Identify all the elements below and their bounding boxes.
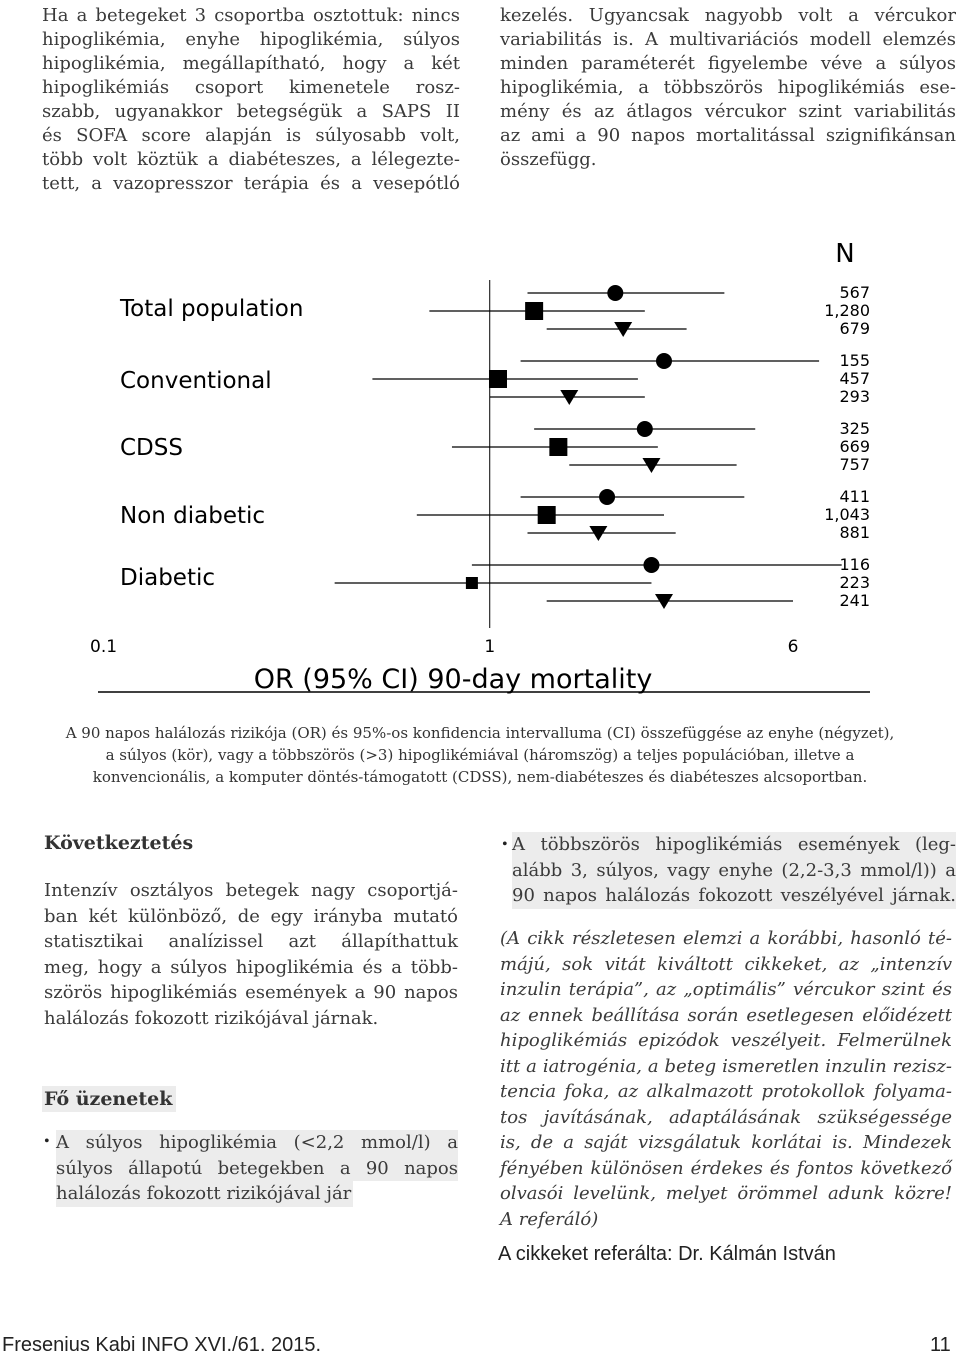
text-line: inzulin terápia”, az „optimális” vércukor szint és <box>500 979 952 1000</box>
text-line: A referáló) <box>500 1208 599 1230</box>
severe-marker <box>656 353 672 369</box>
figure-caption <box>30 722 930 788</box>
text-line: az ami a 90 napos mortalitással szignifikánsan <box>500 125 956 146</box>
x-tick-label: 1 <box>484 637 496 657</box>
editor-note <box>500 926 952 1232</box>
n-value: 567 <box>839 283 870 302</box>
text-line: meg, hogy a súlyos hipoglikémia és a több- <box>44 956 458 978</box>
mild-marker <box>489 370 507 388</box>
caption-line: a súlyos (kör), vagy a többszörös (>3) hipoglikémiával (háromszög) a teljes populációban, illetve a <box>105 746 855 764</box>
group-label: Non diabetic <box>120 503 266 529</box>
mild-marker <box>538 506 556 524</box>
text-line: statisztikai analízissel azt állapíthattuk <box>44 931 458 952</box>
n-value: 293 <box>839 387 870 406</box>
group-labels <box>119 296 303 591</box>
n-value: 1,280 <box>824 301 870 320</box>
mild-marker <box>466 577 478 589</box>
severe-marker <box>643 557 659 573</box>
text-line: súlyos állapotú betegekben a 90 napos <box>56 1156 458 1182</box>
x-axis <box>90 280 870 695</box>
text-line: ban két különböző, de egy irányba mutató <box>44 905 458 927</box>
text-line: Ha a betegeket 3 csoportba osztottuk: nincs <box>42 5 460 26</box>
mild-marker <box>549 438 567 456</box>
severe-marker <box>607 285 623 301</box>
n-value: 411 <box>839 487 870 506</box>
text-line: alább 3, súlyos, vagy enyhe (2,2-3,3 mmol/l)) a <box>512 858 956 884</box>
n-value: 155 <box>839 351 870 370</box>
text-line: tos javításának, adaptálásának szükségessége <box>500 1106 952 1128</box>
text-line: hipoglikémiás csoport kimenetele rosz- <box>42 77 460 98</box>
severe-marker <box>599 489 615 505</box>
text-line: tencia foka, az alkalmazott protokollok folyama- <box>500 1081 952 1102</box>
text-line: halálozás fokozott rizikójával járnak. <box>44 1007 379 1029</box>
text-line: hipoglikémia, megállapítható, hogy a két <box>42 53 460 74</box>
n-value: 669 <box>839 437 870 456</box>
text-line: halálozás fokozott rizikójával jár <box>56 1181 353 1207</box>
text-line: (A cikk részletesen elemzi a korábbi, hasonló té- <box>500 928 952 949</box>
n-value: 223 <box>839 573 870 592</box>
text-line: hipoglikémia, enyhe hipoglikémia, súlyos <box>42 29 460 50</box>
text-line: kezelés. Ugyancsak nagyobb volt a vércukor <box>500 5 956 26</box>
conclusion-paragraph <box>44 878 458 1031</box>
text-line: A súlyos hipoglikémia (<2,2 mmol/l) a <box>56 1130 458 1156</box>
n-value: 1,043 <box>824 505 870 524</box>
group-label: Conventional <box>120 368 272 394</box>
n-value: 241 <box>839 591 870 610</box>
text-line: és SOFA score alapján is súlyosabb volt, <box>42 125 460 146</box>
x-tick-label: 0.1 <box>90 637 118 657</box>
text-line: 90 napos halálozás fokozott veszélyével járnak. <box>512 883 956 909</box>
conclusion-heading: Következtetés <box>44 832 194 854</box>
x-tick-label: 6 <box>787 637 799 657</box>
group-label: Total population <box>120 296 304 322</box>
text-line: fényében különösen érdekes és fontos következő <box>500 1157 952 1179</box>
key-message-2 <box>512 832 956 909</box>
plot-marks <box>335 285 842 609</box>
text-line: több volt köztük a diabéteszes, a lélegezte- <box>42 149 460 170</box>
caption-line: konvencionális, a komputer döntés-támogatott (CDSS), nem-diabéteszes és diabéteszes alcsoportban. <box>92 768 868 786</box>
intro-right-paragraph <box>500 4 956 172</box>
n-value: 116 <box>839 555 870 574</box>
group-label: Diabetic <box>120 565 215 591</box>
text-line: összefügg. <box>500 149 597 170</box>
bullet-icon: • <box>44 1133 50 1150</box>
text-line: hipoglikémiás epizódok veszélyeit. Felmerülnek <box>500 1030 952 1051</box>
text-line: hipoglikémia, a többszörös hipoglikémiás ese- <box>500 77 956 98</box>
mild-marker <box>525 302 543 320</box>
severe-marker <box>637 421 653 437</box>
text-line: mény és az átlagos vércukor szint variabilitás <box>500 101 956 122</box>
n-value: 325 <box>839 419 870 438</box>
n-value: 757 <box>839 455 870 474</box>
text-line: olvasói levelünk, melyet örömmel adunk közre! <box>500 1183 952 1204</box>
x-axis-label: OR (95% CI) 90-day mortality <box>253 664 653 695</box>
n-header: N <box>835 239 855 269</box>
text-line: májú, sok vitát kiváltott cikkeket, az „intenzív <box>500 953 952 975</box>
text-line: az ennek beállítása során esetlegesen előidézett <box>500 1004 952 1026</box>
group-label: CDSS <box>120 435 183 461</box>
key-messages-heading: Fő üzenetek <box>42 1086 176 1112</box>
text-line: tett, a vazopresszor terápia és a vesepótló <box>42 173 460 194</box>
key-message-1 <box>56 1130 458 1207</box>
forest-plot-figure <box>0 225 960 700</box>
n-value: 457 <box>839 369 870 388</box>
text-line: szabb, ugyanakkor betegségük a SAPS II <box>42 101 460 122</box>
text-line: variabilitás is. A multivariációs modell elemzés <box>500 29 956 50</box>
referee-credit: A cikkeket referálta: Dr. Kálmán István <box>498 1243 836 1265</box>
footer-publication: Fresenius Kabi INFO XVI./61. 2015. <box>2 1334 322 1356</box>
n-value: 679 <box>839 319 870 338</box>
text-line: Intenzív osztályos betegek nagy csoportjá- <box>44 880 458 901</box>
intro-left-paragraph <box>42 4 460 196</box>
n-column <box>824 239 870 610</box>
page-number: 11 <box>930 1334 951 1356</box>
text-line: is, de a saját vizsgálatuk korlátai is. Mindezek <box>500 1132 952 1153</box>
text-line: minden paraméterét figyelembe véve a súlyos <box>500 53 956 74</box>
text-line: itt a iatrogénia, a beteg ismeretlen inzulin rezisz- <box>500 1055 952 1077</box>
caption-line: A 90 napos halálozás rizikója (OR) és 95%-os konfidencia intervalluma (CI) összefüggése az enyhe (négyzet), <box>65 724 895 742</box>
bullet-icon: • <box>502 836 508 853</box>
text-line: A többszörös hipoglikémiás események (leg- <box>512 832 956 858</box>
n-value: 881 <box>839 523 870 542</box>
text-line: szörös hipoglikémiás események a 90 napos <box>44 982 458 1003</box>
